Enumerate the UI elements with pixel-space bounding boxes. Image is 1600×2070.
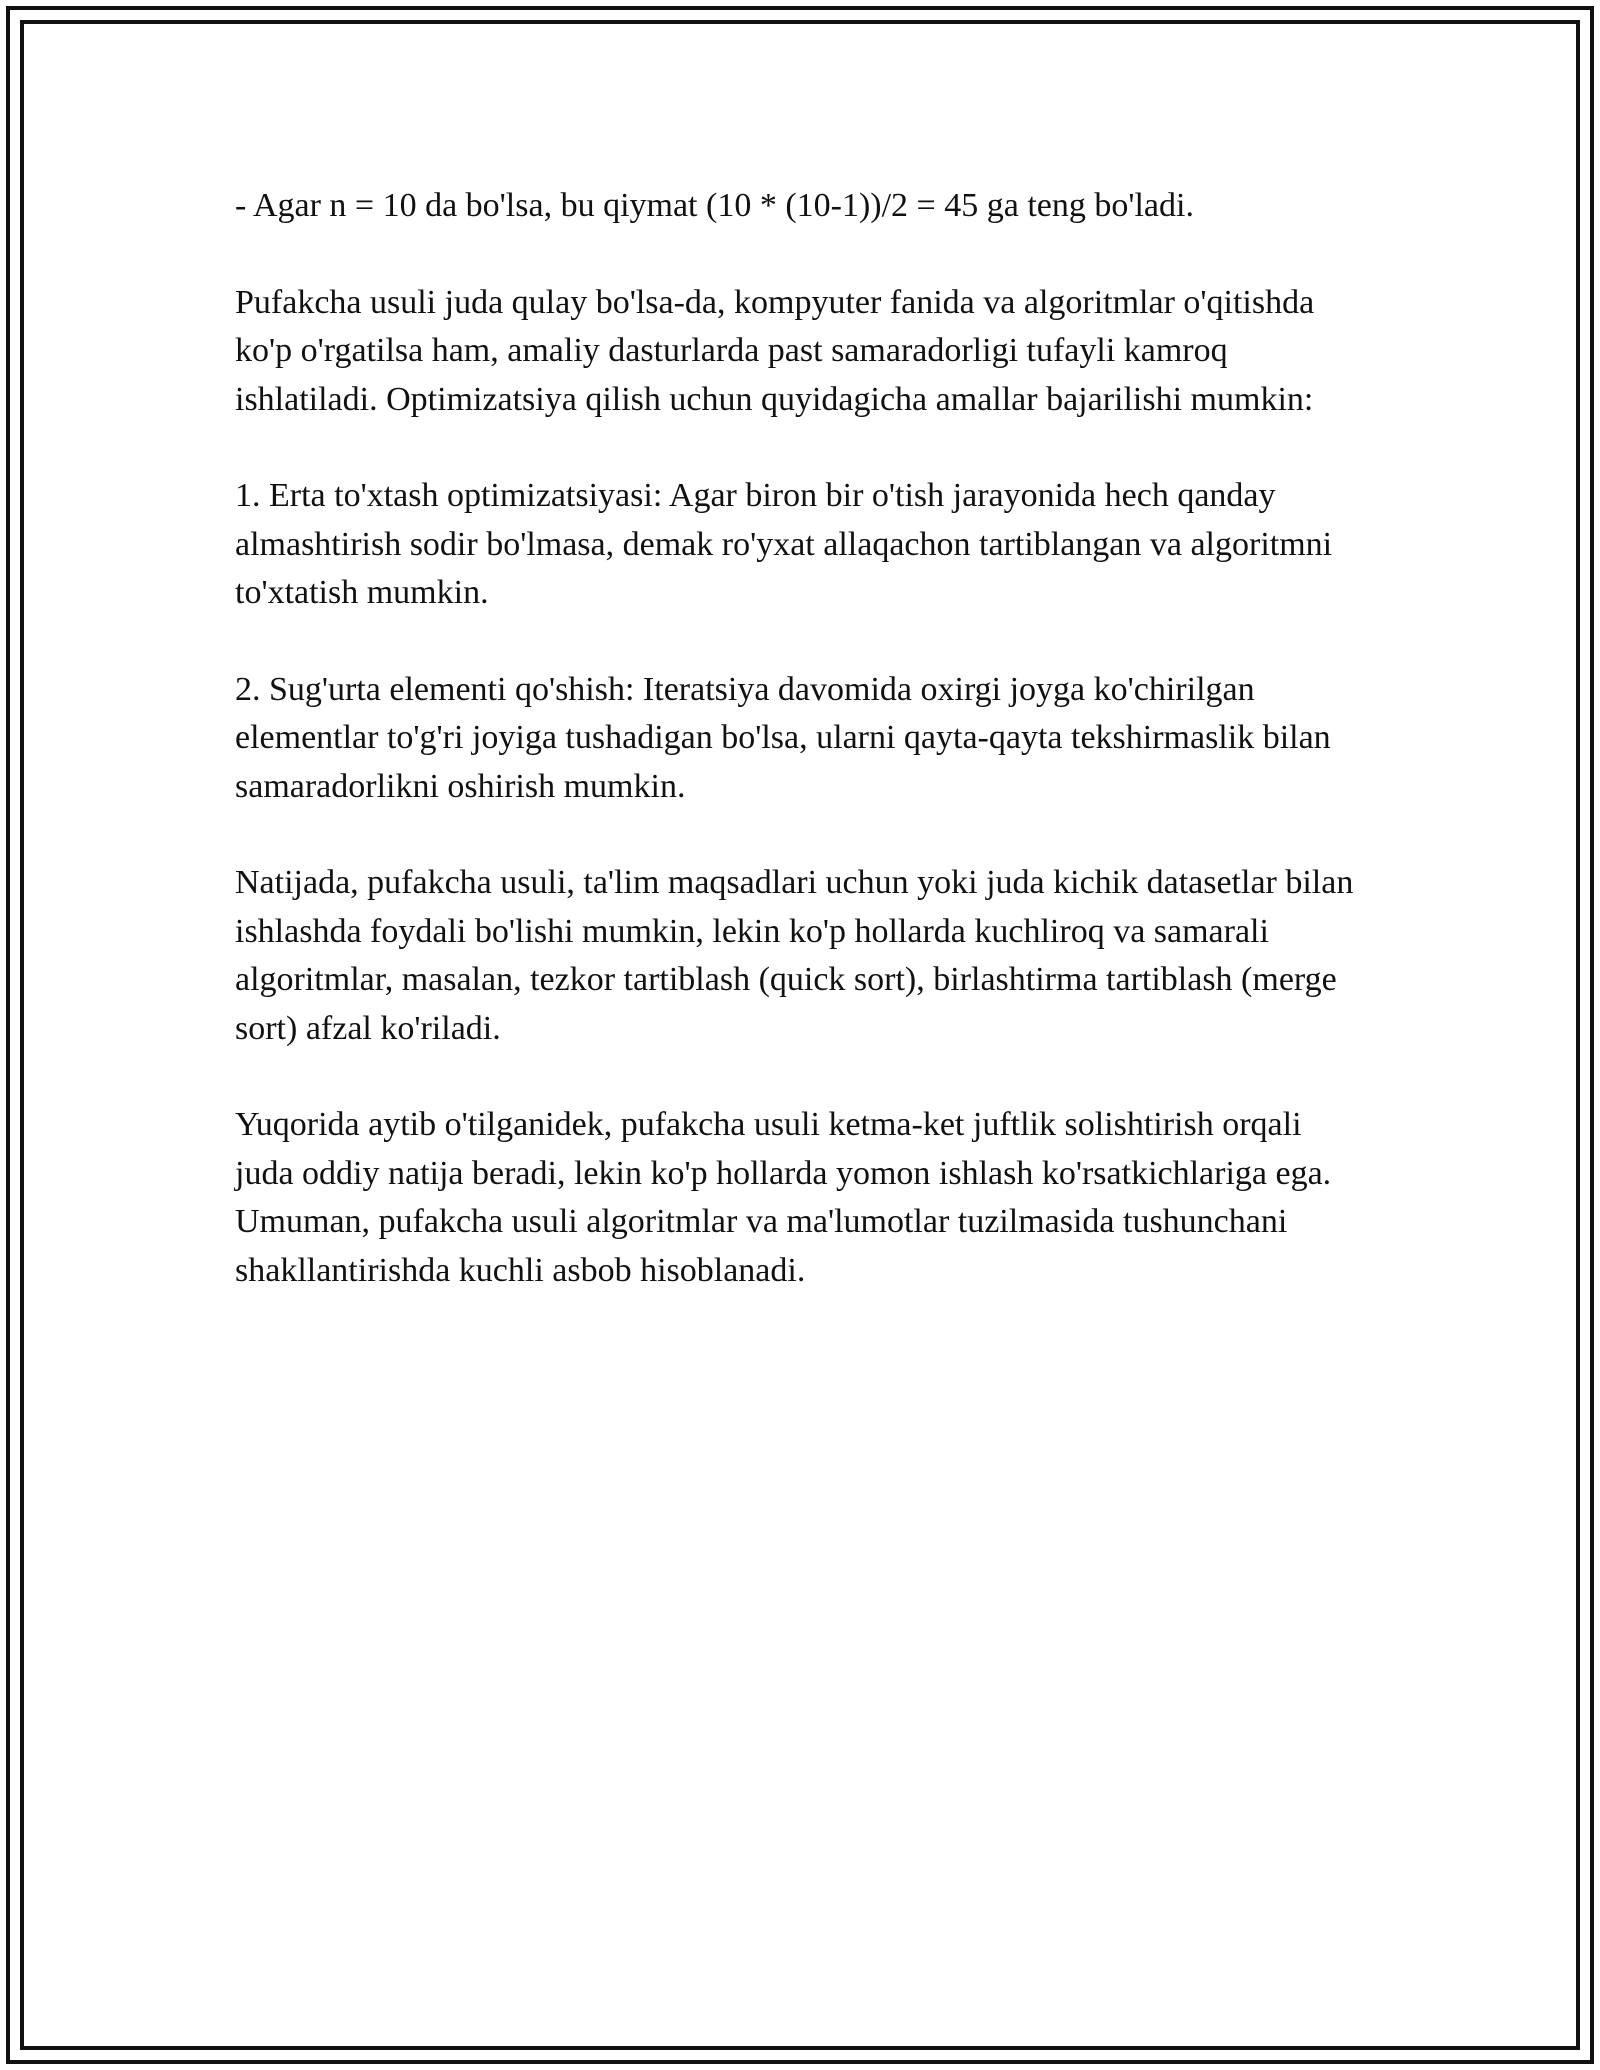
paragraph-optimization-1: 1. Erta to'xtash optimizatsiyasi: Agar biron bir o'tish jarayonida hech qanday almashtirish sodir bo'lmasa, demak ro'yxat allaqachon tartiblangan va algoritmni to'xtatish mumkin. [235, 477, 1333, 611]
document-body [235, 182, 1365, 1343]
paragraph-optimization-2: 2. Sug'urta elementi qo'shish: Iteratsiya davomida oxirgi joyga ko'chirilgan elementlar to'g'ri joyiga tushadigan bo'lsa, ularni qayta-qayta tekshirmaslik bilan samaradorlikni oshirish mumkin. [235, 670, 1331, 805]
paragraph-conclusion: Natijada, pufakcha usuli, ta'lim maqsadlari uchun yoki juda kichik datasetlar bilan ishlashda foydali bo'lishi mumkin, lekin ko'p hollarda kuchliroq va samarali algoritmlar, masalan, tezkor tartiblash (quick sort), birlashtirma tartiblash (merge sort) afzal ko'riladi. [235, 864, 1354, 1047]
paragraph-summary: Yuqorida aytib o'tilganidek, pufakcha usuli ketma-ket juftlik solishtirish orqali juda oddiy natija beradi, lekin ko'p hollarda yomon ishlash ko'rsatkichlariga ega. Umuman, pufakcha usuli algoritmlar va ma'lumotlar tuzilmasida tushunchani shakllantirishda kuchli asbob hisoblanadi. [235, 1106, 1332, 1289]
paragraph-intro: Pufakcha usuli juda qulay bo'lsa-da, kompyuter fanida va algoritmlar o'qitishda ko'p o'rgatilsa ham, amaliy dasturlarda past samaradorligi tufayli kamroq ishlatiladi. Optimizatsiya qilish uchun quyidagicha amallar bajarilishi mumkin: [235, 283, 1315, 418]
paragraph-formula: - Agar n = 10 da bo'lsa, bu qiymat (10 * (10-1))/2 = 45 ga teng bo'ladi. [235, 187, 1194, 224]
